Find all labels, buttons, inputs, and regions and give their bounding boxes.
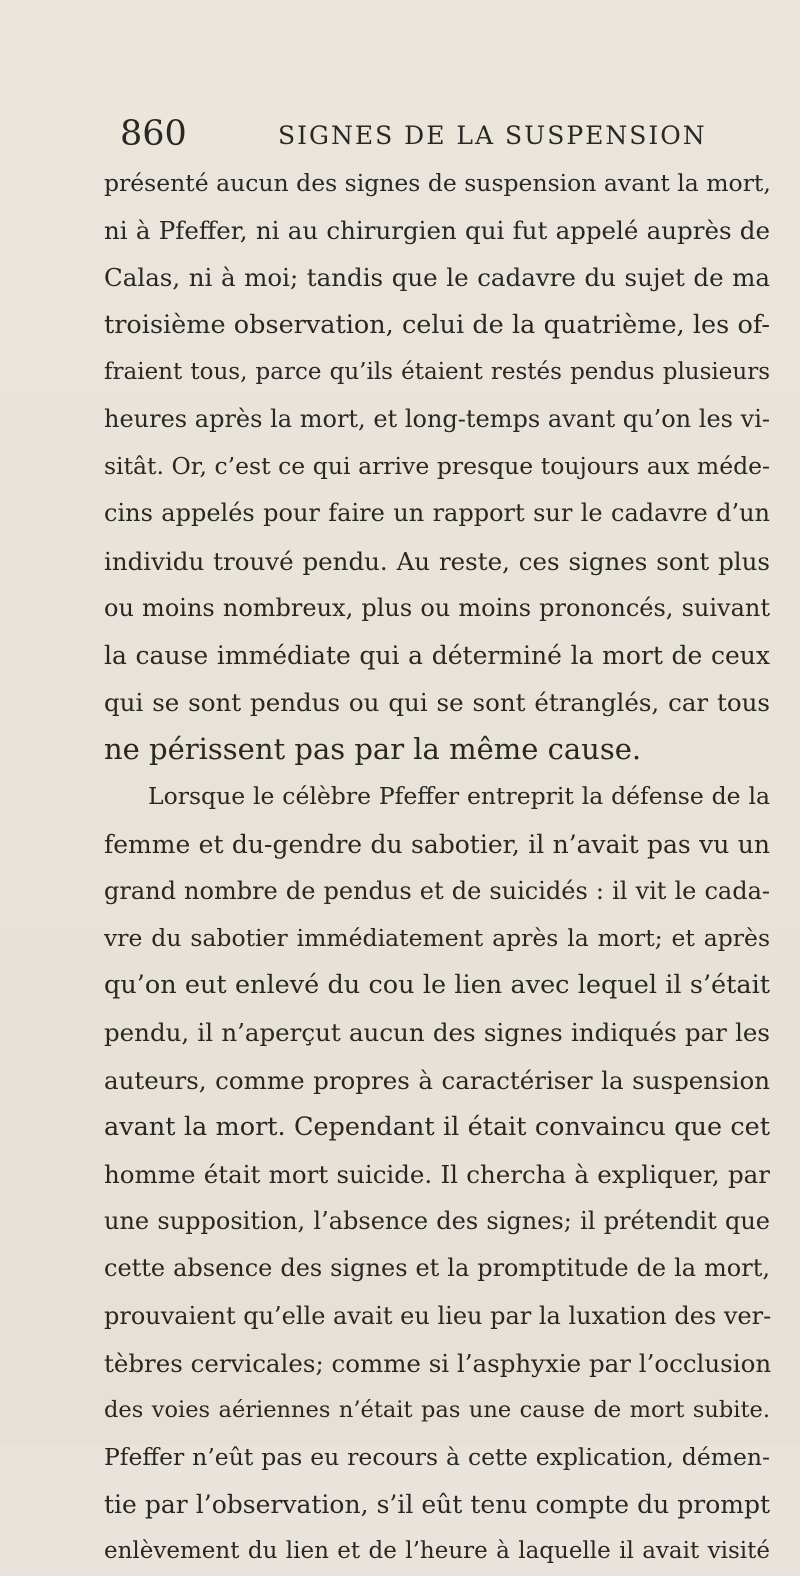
text-line: homme était mort suicide. Il chercha à expliquer, par	[104, 1159, 770, 1189]
text-line: pendu, il n’aperçut aucun des signes indiqués par les	[104, 1018, 770, 1048]
text-line: vre du sabotier immédiatement après la mort; et après	[104, 924, 770, 952]
text-line: sitât. Or, c’est ce qui arrive presque toujours aux méde-	[104, 452, 770, 481]
text-line: Lorsque le célèbre Pfeffer entreprit la défense de la	[148, 782, 770, 811]
text-line: Pfeffer n’eût pas eu recours à cette explication, démen-	[104, 1443, 770, 1472]
text-line: grand nombre de pendus et de suicidés : il vit le cada-	[104, 876, 770, 905]
text-line: ni à Pfeffer, ni au chirurgien qui fut appelé auprès de	[104, 216, 770, 246]
text-line: qui se sont pendus ou qui se sont étranglés, car tous	[104, 688, 770, 718]
text-line: tie par l’observation, s’il eût tenu compte du prompt	[104, 1490, 770, 1520]
text-line: qu’on eut enlevé du cou le lien avec lequel il s’était	[104, 970, 770, 1001]
text-line: Calas, ni à moi; tandis que le cadavre du sujet de ma	[104, 263, 770, 293]
text-line: présenté aucun des signes de suspension avant la mort,	[104, 169, 771, 197]
text-line: auteurs, comme propres à caractériser la suspension	[104, 1065, 770, 1095]
text-line: ne périssent pas par la même cause.	[104, 732, 642, 767]
text-line: individu trouvé pendu. Au reste, ces signes sont plus	[104, 546, 770, 576]
text-line: des voies aériennes n’était pas une cause de mort subite.	[104, 1396, 770, 1423]
text-line: avant la mort. Cependant il était convaincu que cet	[104, 1111, 770, 1142]
page-header	[0, 112, 800, 156]
text-line: heures après la mort, et long-temps avant qu’on les vi-	[104, 404, 770, 433]
text-line: la cause immédiate qui a déterminé la mort de ceux	[104, 640, 770, 670]
text-line: fraient tous, parce qu’ils étaient restés pendus plusieurs	[104, 358, 770, 385]
body-text	[104, 160, 770, 1576]
text-line: une supposition, l’absence des signes; il prétendit que	[104, 1207, 770, 1236]
text-line: femme et du-gendre du sabotier, il n’avait pas vu un	[104, 829, 770, 859]
text-line: troisième observation, celui de la quatrième, les of-	[104, 309, 770, 340]
text-line: cins appelés pour faire un rapport sur le cadavre d’un	[104, 499, 770, 528]
text-line: enlèvement du lien et de l’heure à laquelle il avait visité	[104, 1538, 770, 1565]
running-head: SIGNES DE LA SUSPENSION	[278, 121, 707, 150]
text-line: ou moins nombreux, plus ou moins prononcés, suivant	[104, 593, 770, 622]
text-line: tèbres cervicales; comme si l’asphyxie par l’occlusion	[104, 1348, 772, 1378]
text-line: prouvaient qu’elle avait eu lieu par la luxation des ver-	[104, 1301, 772, 1330]
page-number: 860	[120, 114, 187, 154]
text-line: cette absence des signes et la promptitude de la mort,	[104, 1254, 770, 1283]
